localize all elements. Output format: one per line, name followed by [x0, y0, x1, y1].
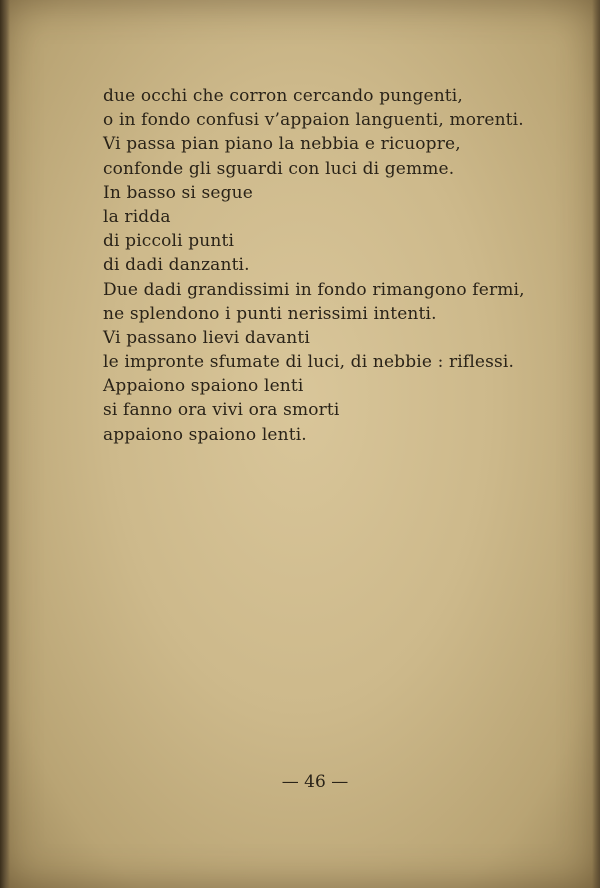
poem-line: le impronte sfumate di luci, di nebbie : riflessi. [103, 352, 515, 373]
poem-line: ne splendono i punti nerissimi intenti. [103, 303, 437, 324]
poem-line: confonde gli sguardi con luci di gemme. [103, 158, 455, 179]
poem-line: In basso si segue [103, 182, 253, 203]
poem-line: Vi passa pian piano la nebbia e ricuopre, [103, 134, 461, 155]
page-right-edge [592, 0, 600, 888]
poem-line: di piccoli punti [103, 231, 235, 252]
poem-line: di dadi danzanti. [103, 255, 250, 276]
poem-line: si fanno ora vivi ora smorti [103, 400, 340, 421]
poem-line: Due dadi grandissimi in fondo rimangono fermi, [103, 279, 525, 300]
poem-line: Vi passano lievi davanti [103, 327, 310, 348]
poem-line: due occhi che corron cercando pungenti, [103, 86, 463, 106]
poem-line: o in fondo confusi v’appaion languenti, morenti. [103, 110, 524, 131]
poem-line: la ridda [103, 206, 171, 227]
page-number-label: — 46 — [281, 772, 349, 792]
poem-line: Appaiono spaiono lenti [103, 376, 304, 397]
page-left-edge [0, 0, 10, 888]
poem-line: appaiono spaiono lenti. [103, 424, 307, 445]
poem-text [103, 84, 573, 447]
page-number [0, 772, 600, 792]
